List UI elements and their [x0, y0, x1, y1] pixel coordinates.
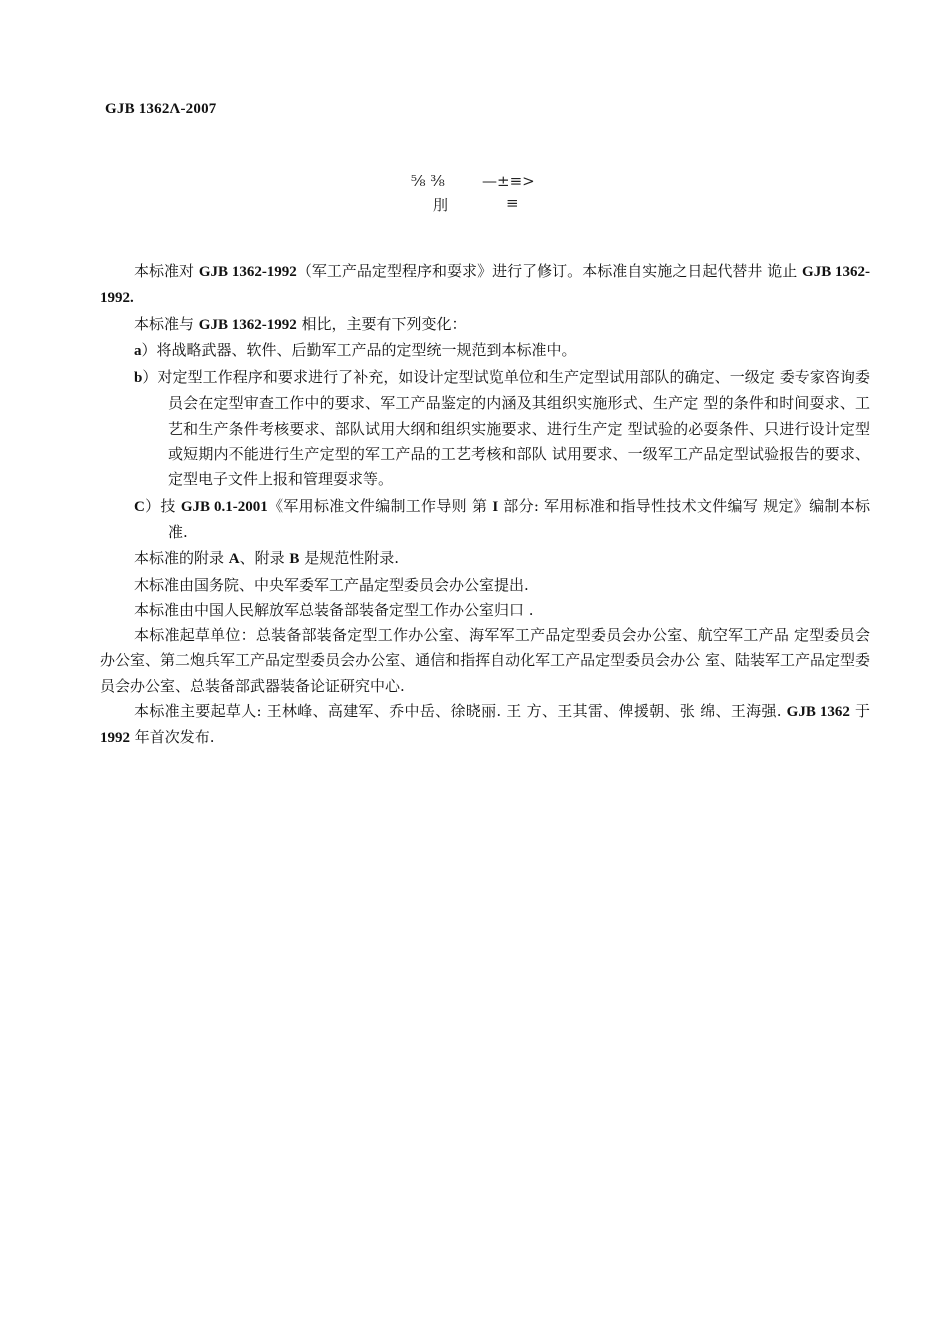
paragraph-proposed-by: 木标准由国务院、中央军委军工产晶定型委员会办公室提出.: [134, 575, 529, 594]
title-char-right: ≡: [506, 194, 519, 212]
list-item-c: [100, 494, 870, 546]
text: 、附录: [239, 549, 290, 568]
text: ）技: [144, 496, 181, 515]
title-glyphs-right: —±≡>: [482, 172, 535, 190]
text: 《军用标准文件编制工作导则 第: [267, 496, 493, 515]
title-line-2: [0, 194, 950, 216]
paragraph-appendix: [100, 546, 870, 572]
title-glyphs-left: ⅝ ⅜: [411, 172, 445, 190]
appendix-letter: A: [228, 551, 240, 568]
text: 于: [849, 702, 870, 721]
part-number: I: [492, 498, 499, 515]
year: 1992: [100, 730, 130, 747]
text: 年首次发布.: [130, 728, 215, 747]
paragraph-managed-by: 本标准由中国人民解放军总装备部装备定型工作办公室归口 .: [134, 600, 534, 619]
list-item-a: [100, 338, 870, 364]
title-line-1: [0, 172, 950, 194]
standard-code: GJB 0.1-2001: [180, 498, 268, 515]
text: 部分: 军用标准和指导性技术文件编写 规定》编制本标准.: [168, 496, 870, 541]
text: 本标准主要起草人: 王林峰、高建军、乔中岳、徐晓丽. 王 方、王其雷、俾援朝、张 绵、王海强.: [134, 702, 787, 721]
paragraph-revision: [100, 259, 870, 312]
section-title: [0, 172, 950, 216]
standard-code: GJB 1362: [786, 704, 850, 721]
paragraph-drafters: [100, 699, 870, 752]
appendix-letter: B: [289, 551, 300, 568]
list-marker: C: [134, 498, 145, 515]
standard-code: GJB 1362-1992: [198, 316, 297, 333]
list-item-b: [100, 365, 870, 492]
text: 相比，主要有下列变化：: [296, 314, 467, 333]
text: 本标准的附录: [134, 549, 229, 568]
standard-code-header: GJB 1362Λ-2007: [105, 101, 217, 117]
list-marker: b: [134, 370, 143, 387]
paragraph-drafting-units: 本标准起草单位：总装备部装备定型工作办公室、海军军工产品定型委员会办公室、航空军工产品 定型委员会办公室、第二炮兵军工产品定型委员会办公室、通信和指挥自动化军工产品定型委员会办公 室、陆装军工产品定型委员会办公室、总装备部武器装备论证研究中心.: [100, 626, 870, 695]
standard-code: GJB 1362-1992.: [100, 264, 870, 307]
text: ）对定型工作程序和要求进行了补充，如设计定型试览单位和生产定型试用部队的确定、一级定 委专家咨询委员会在定型审查工作中的要求、军工产品鉴定的内涵及其组织实施形式、生产定 型的条件和时间耍求、工艺和生产条件考核要求、部队试用大纲和组织实施要求、进行生产定 型试验的必耍条件、只进行设计定型或短期内不能进行生产定型的军工产品的工艺考核和部队 试用要求、一级军工产品定型试验报告的要求、定型电子文件上报和管理耍求等。: [142, 368, 870, 489]
list-marker: a: [134, 342, 142, 359]
title-char-left: 刖: [433, 196, 449, 214]
standard-code: GJB 1362-1992: [198, 264, 297, 280]
text: ）将战略武器、软件、后勤军工产品的定型统一规范到本标准中。: [141, 340, 577, 359]
text: 本标准对: [134, 262, 199, 280]
paragraph-changes-intro: [100, 312, 870, 338]
text: 是规范性附录.: [299, 549, 399, 568]
text: （军工产品定型程序和耍求》进行了修订。本标准自实施之日起代替井 诡止: [296, 262, 803, 280]
text: 本标准与: [134, 314, 199, 333]
foreword-body: [100, 259, 870, 752]
